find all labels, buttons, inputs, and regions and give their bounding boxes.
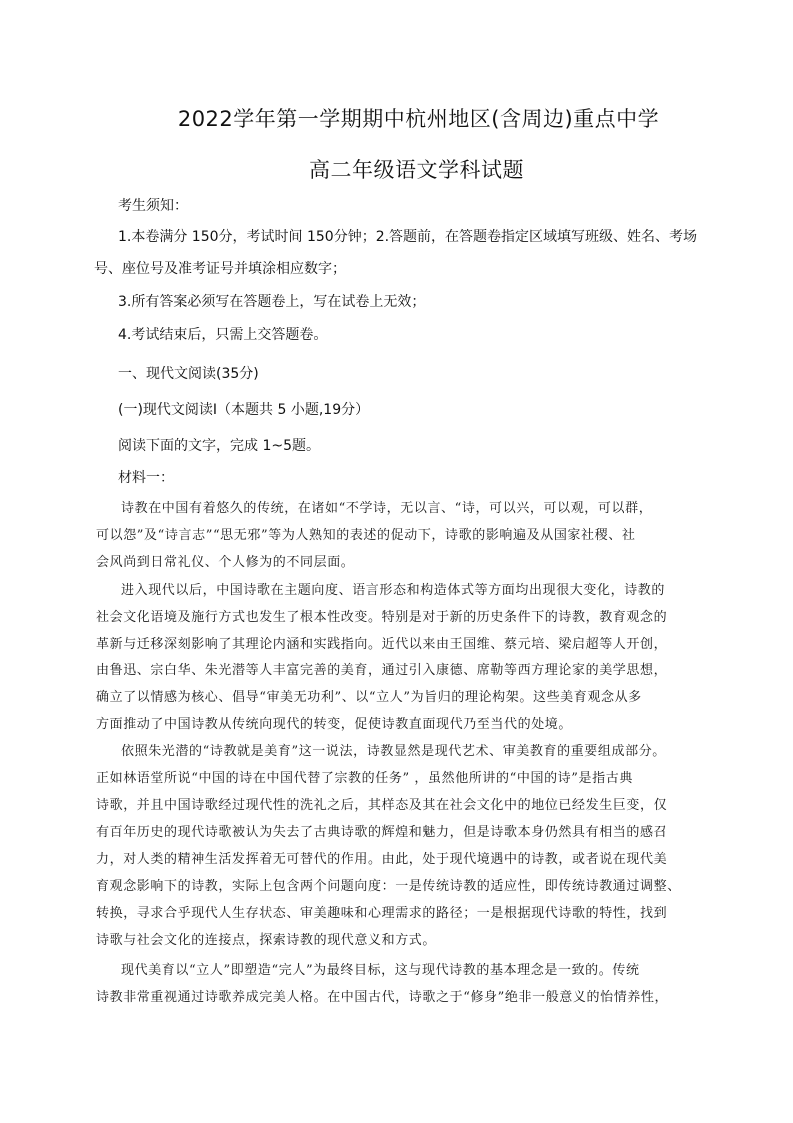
- passage-line: 诗教非常重视通过诗歌养成完美人格。在中国古代，诗歌之于“修身”绝非一般意义的怡情养性，: [96, 990, 669, 1005]
- exam-title-line1: 2022学年第一学期期中杭州地区(含周边)重点中学: [177, 107, 660, 131]
- reading-instruction: 阅读下面的文字，完成 1~5题。: [118, 438, 320, 454]
- passage-line: 进入现代以后，中国诗歌在主题向度、语言形态和构造体式等方面均出现很大变化，诗教的: [121, 583, 666, 598]
- passage-line: 转换，寻求合乎现代人生存状态、审美趣味和心理需求的路径；一是根据现代诗歌的特性，找到: [96, 906, 668, 921]
- notice-item-1-cont: 号、座位号及准考证号并填涂相应数字；: [94, 261, 346, 277]
- passage-line: 由鲁迅、宗白华、朱光潜等人丰富完善的美育，通过引入康德、席勒等西方理论家的美学思想，: [96, 663, 668, 678]
- passage-line: 有百年历史的现代诗歌被认为失去了古典诗歌的辉煌和魅力，但是诗歌本身仍然具有相当的感召: [96, 825, 668, 840]
- passage-line: 可以怨”及“诗言志”“思无邪”等为人熟知的表述的促动下，诗歌的影响遍及从国家社稷、社: [96, 528, 636, 543]
- section-heading: 一、现代文阅读(35分): [118, 366, 259, 382]
- subsection-heading: (一)现代文阅读Ⅰ（本题共 5 小题,19分）: [118, 402, 370, 418]
- passage-line: 诗歌与社会文化的连接点，探索诗教的现代意义和方式。: [96, 933, 437, 948]
- exam-title-line2: 高二年级语文学科试题: [309, 158, 524, 182]
- passage-line: 育观念影响下的诗教，实际上包含两个问题向度：一是传统诗教的适应性，即传统诗教通过调整、: [96, 879, 681, 894]
- passage-line: 现代美育以“立人”即塑造“完人”为最终目标，这与现代诗教的基本理念是一致的。传统: [121, 963, 640, 978]
- notice-item-4: 4.考试结束后，只需上交答题卷。: [118, 327, 328, 343]
- notice-heading: 考生须知：: [118, 198, 188, 214]
- passage-line: 力，对人类的精神生活发挥着无可替代的作用。由此，处于现代境遇中的诗教，或者说在现代美: [96, 852, 668, 867]
- passage-line: 方面推动了中国诗教从传统向现代的转变，促使诗教直面现代乃至当代的处境。: [96, 717, 573, 732]
- passage-line: 会风尚到日常礼仪、个人修为的不同层面。: [96, 555, 355, 570]
- passage-line: 诗歌，并且中国诗歌经过现代性的洗礼之后，其样态及其在社会文化中的地位已经发生巨变，仅: [96, 798, 668, 813]
- passage-line: 革新与迁移深刻影响了其理论内涵和实践指向。近代以来由王国维、蔡元培、梁启超等人开创，: [96, 637, 668, 652]
- passage-line: 诗教在中国有着悠久的传统，在诸如“不学诗，无以言、“诗，可以兴，可以观，可以群，: [121, 501, 653, 516]
- notice-item-3: 3.所有答案必须写在答题卷上，写在试卷上无效；: [118, 294, 426, 310]
- passage-line: 确立了以情感为核心、倡导“审美无功利”、以“立人”为旨归的理论构架。这些美育观念从多: [96, 690, 642, 705]
- passage-line: 依照朱光潜的“诗教就是美育”这一说法，诗教显然是现代艺术、审美教育的重要组成部分。: [121, 744, 666, 759]
- passage-line: 正如林语堂所说“中国的诗在中国代替了宗教的任务” ，虽然他所讲的“中国的诗”是指古典: [96, 771, 633, 786]
- material-label: 材料一：: [118, 470, 174, 486]
- notice-item-1: 1.本卷满分 150分，考试时间 150分钟；2.答题前，在答题卷指定区域填写班级、姓名、考场: [118, 229, 698, 245]
- passage-line: 社会文化语境及施行方式也发生了根本性改变。特别是对于新的历史条件下的诗教，教育观念的: [96, 610, 668, 625]
